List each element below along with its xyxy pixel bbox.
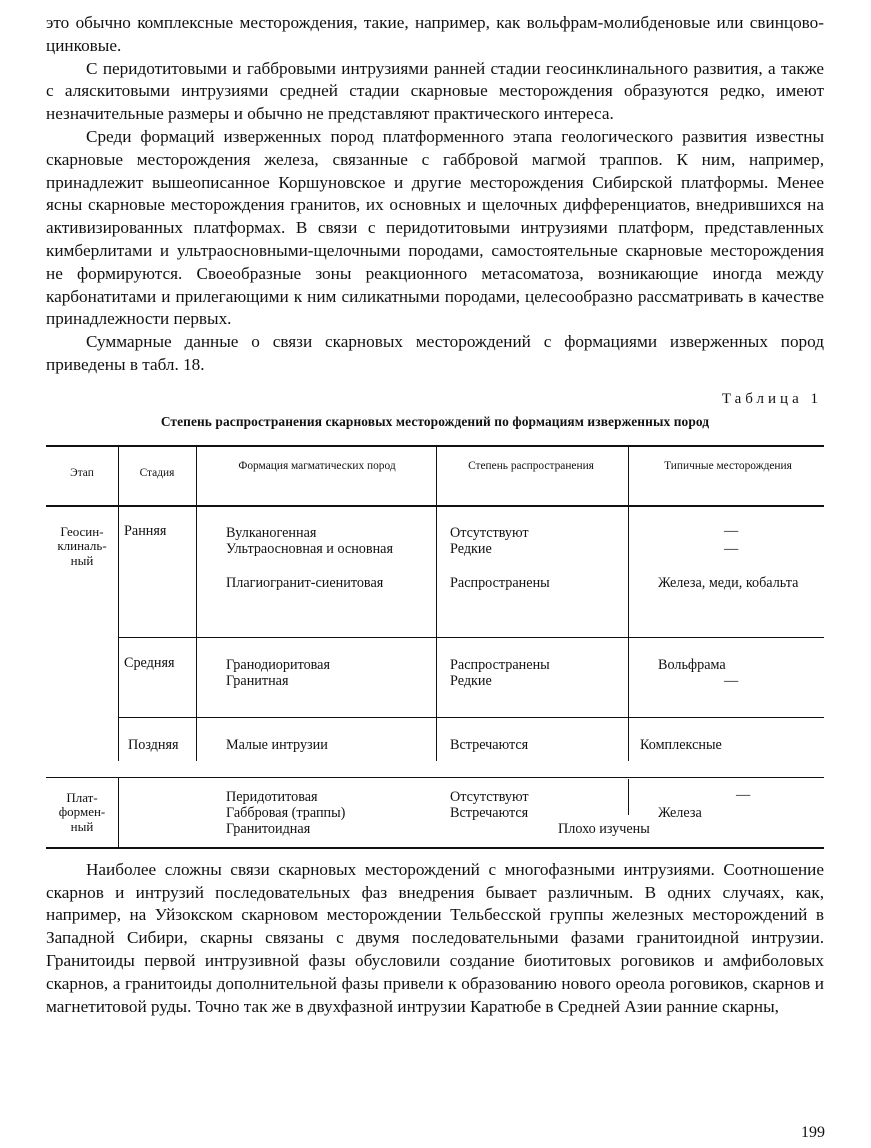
formation-volcanogenic: Вулканогенная — [226, 524, 317, 541]
table-bottom-rule — [46, 847, 824, 849]
stage-platform: Платформенный — [58, 789, 106, 834]
paragraph: С перидотитовыми и габбровыми интрузиями ранней стадии геосинклинального развития, а также с аляскитовыми интрузиями средней стадии скарновые месторождения образуются редко, имеют незначительные размеры и обычно не представляют практического интереса. — [46, 58, 824, 124]
substage-late: Поздняя — [128, 736, 179, 753]
typical-dash: — — [724, 522, 739, 539]
row-rule — [118, 717, 824, 718]
col-divider — [628, 779, 629, 815]
header-formation: Формация магматических пород — [238, 459, 396, 472]
degree-widespread: Распространены — [450, 574, 550, 591]
formation-small-intrusions: Малые интрузии — [226, 736, 328, 753]
stage-geosynclinal: Геосинклинальный — [57, 523, 107, 568]
degree-rare: Редкие — [450, 672, 492, 689]
formation-ultrabasic: Ультраосновная и основная — [226, 540, 393, 557]
header-rule — [46, 505, 824, 507]
col-divider — [118, 445, 119, 761]
paragraph: Наиболее сложны связи скарновых месторождений с многофазными интрузиями. Соотношение скарнов и интрузий последовательных фаз внедрения бывает различным. В одних случаях, как, например, на Уйзокском скарновом месторождении Тельбесской группы железных месторождений в Западной Сибири, скарны связаны с двумя последовательными фазами гранитоидной интрузии. Гранитоиды первой интрузивной фазы обусловили создание биотитовых роговиков и амфиболовых скарнов, а гранитоиды дополнительной фазы привели к образованию нового ореола роговиков, скарнов и магнетитовой руды. Точно так же в двухфазной интрузии Каратюбе в Средней Азии ранние скарны, — [46, 859, 824, 1016]
table-top-rule — [46, 445, 824, 447]
formation-peridotite: Перидотитовая — [226, 788, 318, 805]
typical-dash: — — [736, 786, 751, 803]
formation-granitoid: Гранитоидная — [226, 820, 311, 837]
typical-iron: Железа — [658, 804, 702, 821]
col-divider — [436, 445, 437, 761]
paragraph: Среди формаций изверженных пород платформенного этапа геологического развития известны скарновые месторождения железа, связанные с габбровой магмой траппов. К ним, например, принадлежит вышеописанное Коршуновское и другие месторождения Сибирской платформы. Менее ясны скарновые месторождения гранитов, их основных и щелочных дифференциатов, внедрившихся на активизированных платформах. В связи с перидотитовыми интрузиями платформ, представленных кимберлитами и ультраосновными-щелочными породами, самостоятельные скарновые месторождения не формируются. Своеобразные зоны реакционного метасоматоза, возникающие иногда между карбонатитами и прилегающими к ним силикатными породами, целесообразно рассматривать в качестве принадлежности первых. — [46, 126, 824, 329]
data-table — [46, 445, 824, 849]
header-substage: Стадия — [139, 466, 175, 479]
substage-middle: Средняя — [124, 654, 175, 671]
page-number: 199 — [801, 1124, 825, 1141]
degree-occur: Встречаются — [450, 804, 529, 821]
table-number: Таблица 1 — [721, 390, 822, 407]
paragraph: это обычно комплексные месторождения, такие, например, как вольфрам-молибденовые или свинцово-цинковые. — [46, 13, 824, 55]
header-typical: Типичные месторождения — [664, 459, 792, 472]
row-rule — [118, 637, 824, 638]
section-rule — [46, 777, 824, 779]
typical-dash: — — [724, 540, 739, 557]
degree-occur: Встречаются — [450, 736, 529, 753]
formation-granite: Гранитная — [226, 672, 289, 689]
substage-early: Ранняя — [124, 522, 167, 539]
typical-dash: — — [724, 672, 739, 689]
col-divider — [196, 445, 197, 761]
formation-granodiorite: Гранодиоритовая — [226, 656, 331, 673]
col-divider — [628, 445, 629, 761]
typical-tungsten: Вольфрама — [658, 656, 726, 673]
typical-iron-copper-cobalt: Железа, меди, кобальта — [658, 574, 799, 591]
typical-complex: Комплексные — [640, 736, 722, 753]
header-degree: Степень распространения — [468, 459, 594, 472]
degree-poorly-studied: Плохо изучены — [558, 820, 650, 837]
col-divider — [118, 777, 119, 847]
degree-rare: Редкие — [450, 540, 492, 557]
table-title: Степень распространения скарновых месторождений по формациям изверженных пород — [160, 413, 710, 429]
paragraph: Суммарные данные о связи скарновых месторождений с формациями изверженных пород приведены в табл. 18. — [46, 332, 824, 374]
degree-widespread: Распространены — [450, 656, 550, 673]
header-stage: Этап — [70, 466, 94, 479]
degree-absent: Отсутствуют — [450, 788, 529, 805]
formation-gabbro-traps: Габбровая (траппы) — [226, 804, 346, 821]
formation-plagiogranite: Плагиогранит-сиенитовая — [226, 574, 384, 591]
page-body — [46, 12, 824, 1018]
degree-absent: Отсутствуют — [450, 524, 529, 541]
